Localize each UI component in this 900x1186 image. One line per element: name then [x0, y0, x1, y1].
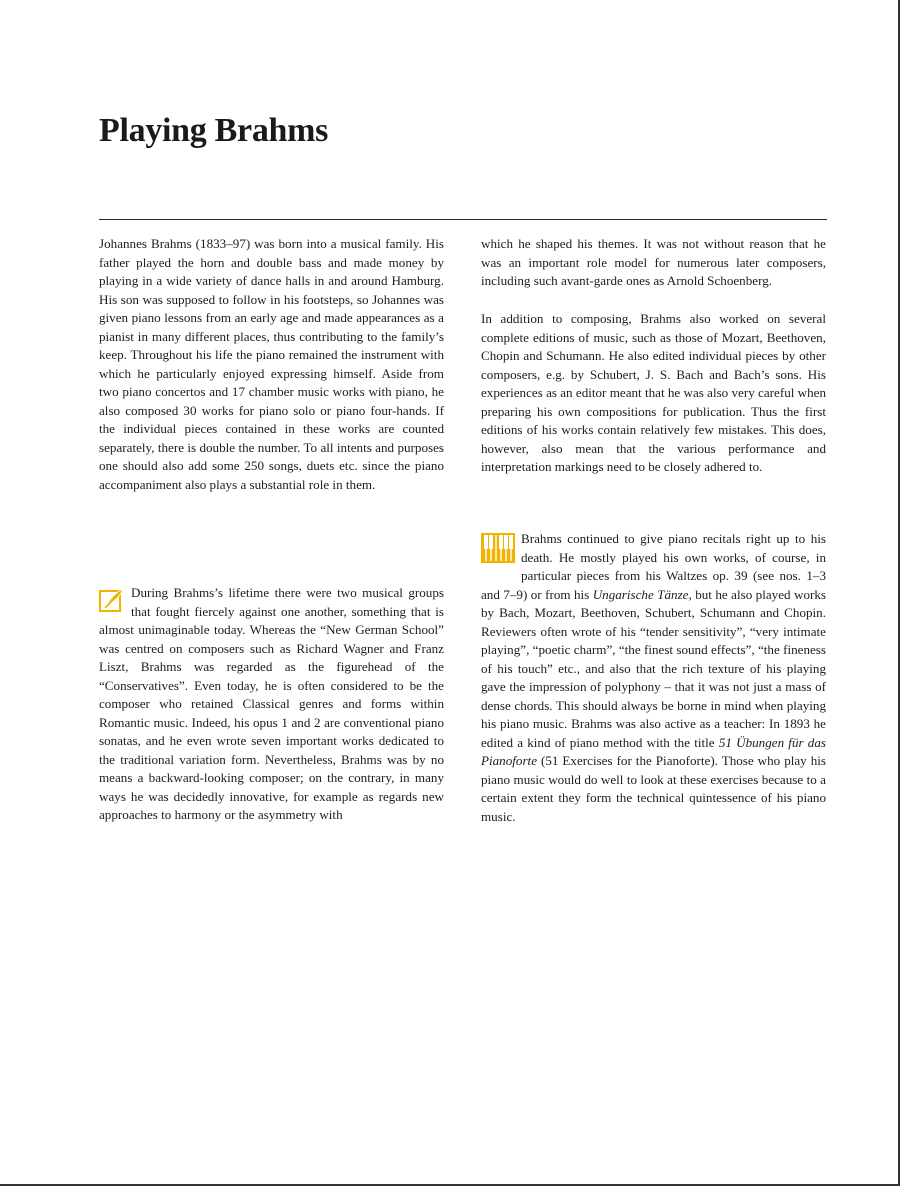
page-title: Playing Brahms — [99, 112, 329, 149]
recitals-text-a: Brahms continued to give piano recitals right up to his death. He mostly played his own works, of course, in particular pieces from his Waltzes op. 39 (see nos. 1–3 and 7–9) or from his — [481, 531, 826, 602]
piano-keys-icon — [481, 533, 515, 569]
left-column-paragraph-2 — [99, 584, 444, 825]
paragraph-themes: which he shaped his themes. It was not without reason that he was an important role model for numerous later composers, including such avant-garde ones as Arnold Schoenberg. — [481, 236, 826, 288]
paragraph-musical-groups: During Brahms’s lifetime there were two musical groups that fought fiercely against one another, something that is almost unimaginable today. Whereas the “New German School” was centred on composers such as Richard Wagner and Franz Liszt, Brahms was regarded as the figurehead of the “Conservatives”. Even today, he is often considered to be the composer who retained Classical genres and forms within Romantic music. Indeed, his opus 1 and 2 are conventional piano sonatas, and he even wrote seven important works dedicated to the traditional variation form. Nevertheless, Brahms was by no means a backward-looking composer; on the contrary, in many ways he was decidedly innovative, for example as regards new approaches to harmony or the asymmetry with — [99, 585, 444, 822]
right-column-paragraph-3 — [481, 530, 826, 826]
paragraph-intro: Johannes Brahms (1833–97) was born into a musical family. His father played the horn and double bass and made money by playing in a wide variety of dance halls in and around Hamburg. His son was supposed to follow in his footsteps, so Johannes was given piano lessons from an early age and made appearances as a pianist in many different places, thus contributing to the family’s keep. Throughout his life the piano remained the instrument with which he particularly enjoyed expressing himself. Aside from two piano concertos and 17 chamber music works with piano, he also composed 30 works for piano solo or piano four-hands. If the individual pieces contained in these works are counted separately, there is double the number. To all intents and purposes one should also add some 250 songs, duets etc. since the piano accompaniment also plays a substantial role in them. — [99, 236, 444, 492]
ungarische-taenze-title: Ungarische Tänze — [592, 586, 689, 602]
uebungen-title: 51 Übungen für das Pianoforte — [481, 734, 826, 768]
paragraph-recitals — [481, 530, 826, 826]
paragraph-editions: In addition to composing, Brahms also worked on several complete editions of music, such as those of Mozart, Beethoven, Chopin and Schumann. He also edited individual pieces by other composers, e.g. by Schubert, J. S. Bach and Bach’s sons. His experiences as an editor meant that he was also very careful when preparing his own compositions for publication. Thus the first editions of his works contain relatively few mistakes. This does, however, also mean that the various performance and interpretation markings need to be closely adhered to. — [481, 311, 827, 474]
header-rule-left — [99, 219, 459, 220]
right-column-paragraph-1 — [481, 235, 826, 291]
left-column-paragraph-1 — [99, 235, 444, 494]
recitals-text-b: , but he also played works by Bach, Mozart, Beethoven, Schubert, Schumann and Chopin. Reviewers often wrote of his “tender sensitivity”, “very intimate playing”, “poetic charm”, “the finest sound effects”, “the fineness of his touch” etc., and also that the rich texture of his playing gave the impression of polyphony – that it was not just a mass of dense chords. This should always be borne in mind when playing his piano music. Brahms was also active as a teacher: In 1893 he edited a kind of piano method with the title — [481, 586, 826, 750]
right-column-paragraph-2 — [481, 310, 826, 477]
header-rule-right — [459, 219, 827, 220]
quill-icon — [99, 587, 125, 619]
recitals-text-c: (51 Exercises for the Pianoforte). Those who play his piano music would do well to look at these exercises because to a certain extent they form the technical quintessence of his piano music. — [481, 753, 826, 824]
